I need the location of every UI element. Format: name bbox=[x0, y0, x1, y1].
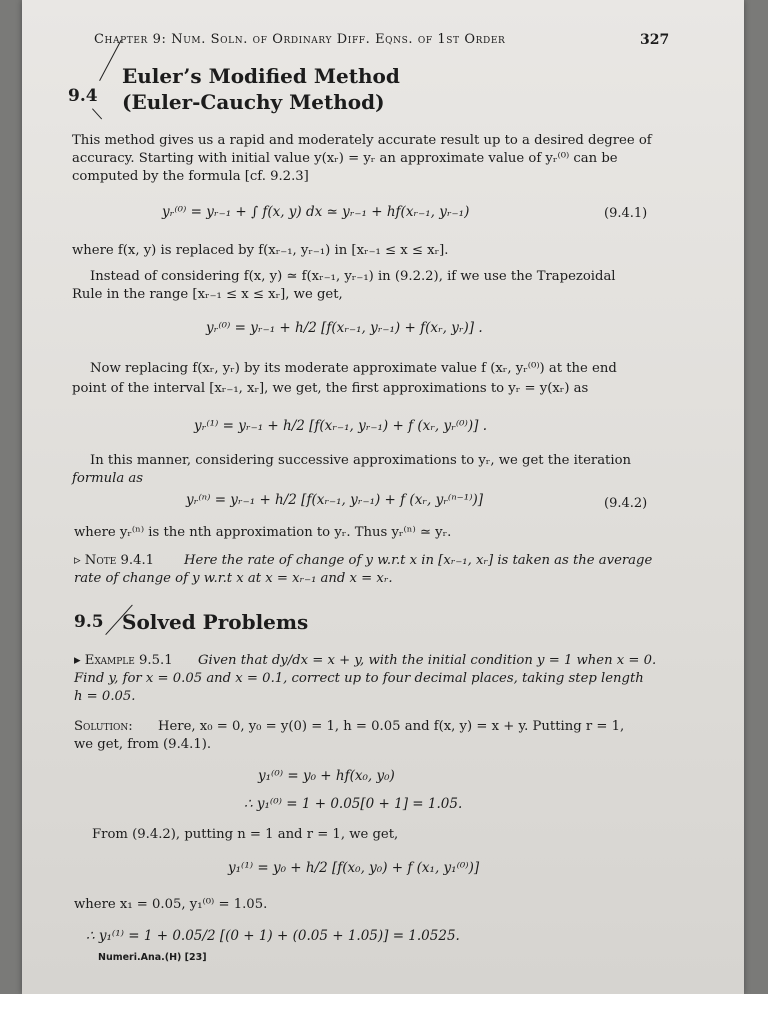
paragraph-line: Rule in the range [xᵣ₋₁ ≤ x ≤ xᵣ], we get, bbox=[72, 287, 343, 302]
pen-check-mark-tail bbox=[92, 108, 102, 119]
book-page bbox=[22, 0, 744, 994]
paragraph-line: accuracy. Starting with initial value y(xᵣ) = yᵣ an approximate value of yᵣ⁽⁰⁾ can be bbox=[72, 151, 618, 166]
note-label: ▹ Note 9.4.1 bbox=[74, 553, 155, 568]
paragraph-line: In this manner, considering successive approximations to yᵣ, we get the iteration bbox=[90, 453, 632, 468]
paragraph-line: point of the interval [xᵣ₋₁, xᵣ], we get, the first approximations to yᵣ = y(xᵣ) as bbox=[72, 381, 589, 396]
solution-equation: y₁⁽⁰⁾ = y₀ + hf(x₀, y₀) bbox=[258, 768, 395, 784]
equation-number: (9.4.2) bbox=[604, 496, 648, 511]
equation-number: (9.4.1) bbox=[604, 206, 648, 221]
example-text: h = 0.05. bbox=[74, 689, 136, 704]
equation-first-approximation: yᵣ⁽¹⁾ = yᵣ₋₁ + h/2 [f(xᵣ₋₁, yᵣ₋₁) + f (xᵣ, yᵣ⁽⁰⁾)] . bbox=[194, 418, 487, 434]
section-title-line1: Euler’s Modified Method bbox=[122, 64, 400, 88]
example-text: Find y, for x = 0.05 and x = 0.1, correct up to four decimal places, taking step length bbox=[74, 671, 644, 686]
footer-imprint: Numeri.Ana.(H) [23] bbox=[98, 952, 207, 963]
equation-9-4-2: yᵣ⁽ⁿ⁾ = yᵣ₋₁ + h/2 [f(xᵣ₋₁, yᵣ₋₁) + f (xᵣ, yᵣ⁽ⁿ⁻¹⁾)] bbox=[186, 492, 484, 508]
solution-equation: ∴ y₁⁽⁰⁾ = 1 + 0.05[0 + 1] = 1.05. bbox=[244, 796, 463, 812]
running-header: Chapter 9: Num. Soln. of Ordinary Diff. Eqns. of 1st Order bbox=[94, 32, 506, 47]
bottom-margin bbox=[0, 994, 768, 1024]
solution-text: Here, x₀ = 0, y₀ = y(0) = 1, h = 0.05 and f(x, y) = x + y. Putting r = 1, bbox=[158, 719, 625, 734]
section-number-9-4: 9.4 bbox=[68, 86, 98, 106]
solution-equation: ∴ y₁⁽¹⁾ = 1 + 0.05/2 [(0 + 1) + (0.05 + 1.05)] = 1.0525. bbox=[86, 928, 460, 944]
paragraph-line: computed by the formula [cf. 9.2.3] bbox=[72, 169, 309, 184]
solution-equation: y₁⁽¹⁾ = y₀ + h/2 [f(x₀, y₀) + f (x₁, y₁⁽⁰⁾)] bbox=[228, 860, 480, 876]
paragraph-line: Instead of considering f(x, y) ≃ f(xᵣ₋₁, yᵣ₋₁) in (9.2.2), if we use the Trapezoidal bbox=[90, 269, 616, 284]
section-title: Solved Problems bbox=[122, 610, 309, 634]
example-label: ▸ Example 9.5.1 bbox=[74, 653, 173, 668]
section-number-9-5: 9.5 bbox=[74, 612, 104, 632]
equation-9-4-1: yᵣ⁽⁰⁾ = yᵣ₋₁ + ∫ f(x, y) dx ≃ yᵣ₋₁ + hf(xᵣ₋₁, yᵣ₋₁) bbox=[162, 204, 470, 220]
paragraph-line: From (9.4.2), putting n = 1 and r = 1, we get, bbox=[92, 827, 399, 842]
equation-trapezoidal: yᵣ⁽⁰⁾ = yᵣ₋₁ + h/2 [f(xᵣ₋₁, yᵣ₋₁) + f(xᵣ, yᵣ)] . bbox=[206, 320, 483, 336]
solution-text: we get, from (9.4.1). bbox=[74, 737, 212, 752]
page-number: 327 bbox=[640, 32, 670, 48]
paragraph-line: where yᵣ⁽ⁿ⁾ is the nth approximation to yᵣ. Thus yᵣ⁽ⁿ⁾ ≃ yᵣ. bbox=[74, 525, 452, 540]
paragraph-line: formula as bbox=[72, 471, 144, 486]
paragraph-line: where x₁ = 0.05, y₁⁽⁰⁾ = 1.05. bbox=[74, 897, 268, 912]
paragraph-line: where f(x, y) is replaced by f(xᵣ₋₁, yᵣ₋₁) in [xᵣ₋₁ ≤ x ≤ xᵣ]. bbox=[72, 243, 449, 258]
paragraph-line: Now replacing f(xᵣ, yᵣ) by its moderate approximate value f (xᵣ, yᵣ⁽⁰⁾) at the end bbox=[90, 361, 617, 376]
paragraph-line: This method gives us a rapid and moderately accurate result up to a desired degree of bbox=[72, 133, 652, 148]
note-text: rate of change of y w.r.t x at x = xᵣ₋₁ and x = xᵣ. bbox=[74, 571, 393, 586]
note-text: Here the rate of change of y w.r.t x in [xᵣ₋₁, xᵣ] is taken as the average bbox=[184, 553, 653, 568]
solution-label: Solution: bbox=[74, 719, 133, 734]
section-title-line2: (Euler-Cauchy Method) bbox=[122, 90, 385, 114]
example-text: Given that dy/dx = x + y, with the initial condition y = 1 when x = 0. bbox=[198, 653, 657, 668]
